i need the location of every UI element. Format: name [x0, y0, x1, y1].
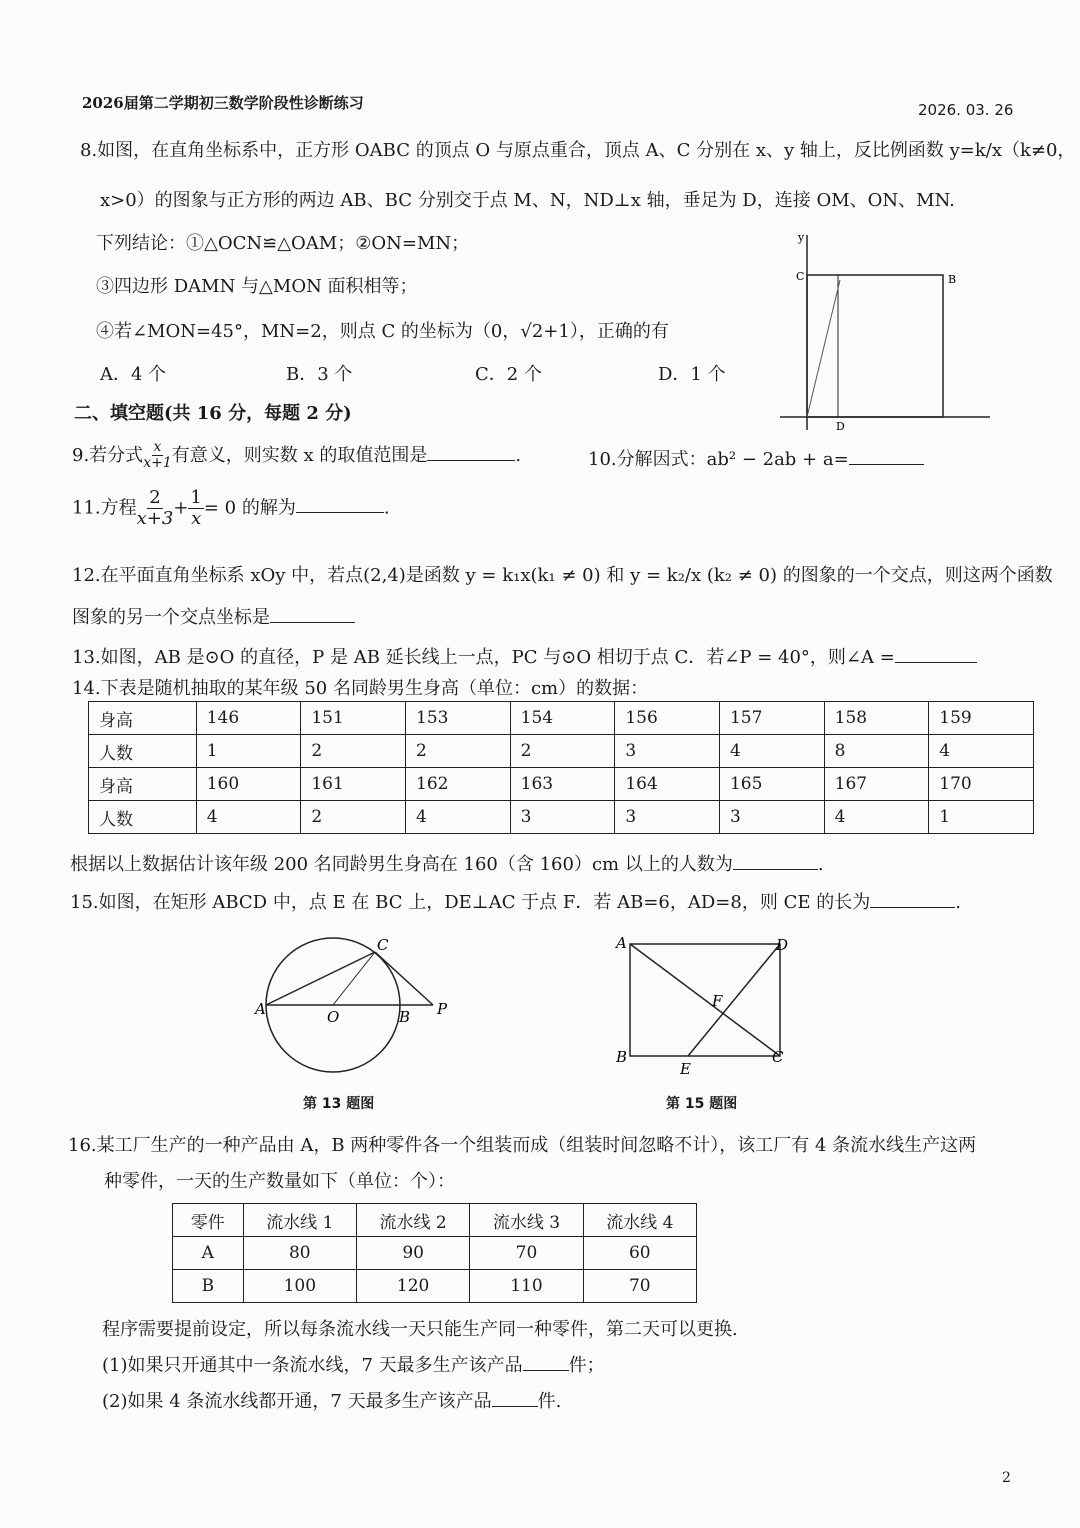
- q16-line1: 16.某工厂生产的一种产品由 A，B 两种零件各一个组装而成（组装时间忽略不计），该工厂有 4 条流水线生产这两: [68, 1135, 977, 1156]
- height-table-cell: 3: [615, 801, 720, 834]
- q8-line2: x>0）的图象与正方形的两边 AB、BC 分别交于点 M、N，ND⊥x 轴，垂足为 D，连接 OM、ON、MN.: [100, 190, 955, 211]
- production-table-header-cell: 流水线 2: [356, 1204, 469, 1237]
- height-table-cell: 4: [196, 801, 301, 834]
- q11-d1: x+3: [136, 507, 174, 529]
- height-table-cell: 146: [196, 702, 301, 735]
- fig15-label-f: F: [712, 992, 723, 1010]
- q16-note: 程序需要提前设定，所以每条流水线一天只能生产同一种零件，第二天可以更换.: [102, 1319, 738, 1340]
- q11-plus: +: [173, 497, 189, 519]
- table-row: [89, 768, 1034, 801]
- height-table-cell: 1: [196, 735, 301, 768]
- q16-part2-end: 件.: [537, 1391, 562, 1412]
- q11-pre: 11.方程: [72, 497, 137, 519]
- height-table-cell: 170: [929, 768, 1034, 801]
- q8-line5: ④若∠MON=45°，MN=2，则点 C 的坐标为（0，√2+1），正确的有: [96, 321, 669, 342]
- figure-13: [245, 930, 455, 1075]
- q11-answer-blank[interactable]: [296, 498, 384, 513]
- height-table-cell: 3: [719, 801, 824, 834]
- q11-end: .: [383, 497, 390, 519]
- height-table-cell: 165: [719, 768, 824, 801]
- height-table-cell: 154: [510, 702, 615, 735]
- q11-n2: 1: [190, 487, 202, 508]
- production-table-cell: 70: [583, 1270, 696, 1303]
- height-table-cell: 161: [301, 768, 406, 801]
- q16-part2: [102, 1387, 561, 1413]
- fig15-label-b: B: [616, 1048, 628, 1066]
- section-2-heading: 二、填空题(共 16 分，每题 2 分): [74, 403, 352, 424]
- q9-answer-blank[interactable]: [427, 446, 515, 461]
- table-row: [89, 735, 1034, 768]
- height-table-cell: 8: [824, 735, 929, 768]
- q13-text: 13.如图，AB 是⊙O 的直径，P 是 AB 延长线上一点，PC 与⊙O 相切于点 C．若∠P = 40°，则∠A =: [72, 647, 895, 668]
- production-table-header-cell: 零件: [173, 1204, 244, 1237]
- figure-13-caption: 第 13 题图: [303, 1096, 375, 1112]
- fig13-label-b: B: [399, 1008, 411, 1026]
- production-table-cell: 100: [243, 1270, 356, 1303]
- height-table-cell: 人数: [89, 801, 197, 834]
- q16-part1: [102, 1351, 605, 1377]
- q11-post: = 0 的解为: [203, 497, 296, 519]
- height-table-cell: 157: [719, 702, 824, 735]
- q13-answer-blank[interactable]: [895, 648, 977, 663]
- q16-part2-text: (2)如果 4 条流水线都开通，7 天最多生产该产品: [102, 1391, 492, 1412]
- height-table-cell: 158: [824, 702, 929, 735]
- height-table-cell: 3: [510, 801, 615, 834]
- q11: [72, 488, 390, 529]
- page-number: 2: [1002, 1470, 1011, 1486]
- figure-15: [610, 930, 800, 1080]
- height-table-cell: 2: [301, 801, 406, 834]
- q13: [72, 643, 977, 669]
- q11-n1: 2: [149, 487, 161, 508]
- production-table-cell: 70: [470, 1237, 583, 1270]
- q12-line2-text: 图象的另一个交点坐标是: [72, 607, 270, 628]
- q8-line3: 下列结论：①△OCN≌△OAM；②ON=MN；: [96, 233, 470, 254]
- height-table-cell: 4: [824, 801, 929, 834]
- q12-answer-blank[interactable]: [270, 608, 355, 623]
- height-table-cell: 身高: [89, 702, 197, 735]
- q14-after-text: 根据以上数据估计该年级 200 名同龄男生身高在 160（含 160）cm 以上的人数为: [70, 854, 733, 875]
- exam-title: 2026届第二学期初三数学阶段性诊断练习: [82, 94, 364, 112]
- figure-15-caption: 第 15 题图: [666, 1096, 738, 1112]
- q8-line4: ③四边形 DAMN 与△MON 面积相等；: [96, 276, 418, 297]
- height-table-cell: 身高: [89, 768, 197, 801]
- height-table-cell: 164: [615, 768, 720, 801]
- production-table: [172, 1203, 697, 1303]
- q16-line2: 种零件，一天的生产数量如下（单位：个）：: [104, 1171, 455, 1192]
- q9-pre: 9.若分式: [72, 444, 144, 466]
- height-table-cell: 162: [406, 768, 511, 801]
- fig8-label-c: C: [796, 270, 805, 283]
- q16-part1-blank[interactable]: [523, 1356, 569, 1371]
- q15: 15.如图，在矩形 ABCD 中，点 E 在 BC 上，DE⊥AC 于点 F．若 AB=6，AD=8，则 CE 的长为 .: [70, 892, 961, 913]
- fig8-label-d: D: [836, 420, 845, 433]
- q15-text: 15.如图，在矩形 ABCD 中，点 E 在 BC 上，DE⊥AC 于点 F．若 AB=6，AD=8，则 CE 的长为: [70, 892, 871, 913]
- q16-part2-blank[interactable]: [492, 1392, 538, 1407]
- production-table-cell: A: [173, 1237, 244, 1270]
- height-table-cell: 151: [301, 702, 406, 735]
- height-table-cell: 156: [615, 702, 720, 735]
- production-table-header-cell: 流水线 4: [583, 1204, 696, 1237]
- q8-option-d: D．1 个: [658, 364, 726, 385]
- table-row: [173, 1204, 697, 1237]
- q16-part1-text: (1)如果只开通其中一条流水线，7 天最多生产该产品: [102, 1355, 523, 1376]
- q14-text: 14.下表是随机抽取的某年级 50 名同龄男生身高（单位：cm）的数据：: [72, 678, 649, 699]
- height-table-cell: 153: [406, 702, 511, 735]
- production-table-cell: 80: [243, 1237, 356, 1270]
- q9-num: x: [153, 439, 162, 455]
- production-table-cell: B: [173, 1270, 244, 1303]
- fig13-label-a: A: [255, 1000, 266, 1018]
- production-table-cell: 90: [356, 1237, 469, 1270]
- height-table-cell: 2: [301, 735, 406, 768]
- q12-line2: [72, 603, 355, 629]
- table-row: [89, 702, 1034, 735]
- production-table-cell: 60: [583, 1237, 696, 1270]
- height-table-cell: 163: [510, 768, 615, 801]
- fig8-label-y: y: [798, 231, 805, 244]
- q9-den: x+1: [143, 455, 172, 472]
- height-table-cell: 3: [615, 735, 720, 768]
- height-table-cell: 4: [929, 735, 1034, 768]
- height-table: [88, 701, 1034, 834]
- q10-text: 10.分解因式：ab² − 2ab + a=: [588, 449, 849, 470]
- production-table-header-cell: 流水线 1: [243, 1204, 356, 1237]
- fig13-label-c: C: [377, 936, 389, 954]
- height-table-cell: 人数: [89, 735, 197, 768]
- height-table-cell: 2: [510, 735, 615, 768]
- fig15-label-c: C: [772, 1048, 784, 1066]
- production-table-cell: 110: [470, 1270, 583, 1303]
- q9-end: .: [515, 444, 522, 466]
- q8-option-b: B．3 个: [286, 364, 353, 385]
- exam-date: 2026. 03. 26: [918, 101, 1014, 119]
- height-table-cell: 2: [406, 735, 511, 768]
- q9: [72, 440, 521, 472]
- q16-part1-end: 件；: [568, 1355, 605, 1376]
- fig15-label-d: D: [776, 936, 789, 954]
- q9-post: 有意义，则实数 x 的取值范围是: [171, 444, 428, 466]
- q15-answer-blank[interactable]: [870, 893, 955, 908]
- production-table-cell: 120: [356, 1270, 469, 1303]
- q12-line1: 12.在平面直角坐标系 xOy 中，若点(2,4)是函数 y = k₁x(k₁ ≠ 0) 和 y = k₂/x (k₂ ≠ 0) 的图象的一个交点，则这两个函数: [72, 565, 1053, 586]
- table-row: [89, 801, 1034, 834]
- height-table-cell: 1: [929, 801, 1034, 834]
- q8-line1: 8.如图，在直角坐标系中，正方形 OABC 的顶点 O 与原点重合，顶点 A、C 分别在 x、y 轴上，反比例函数 y=k/x（k≠0，: [80, 140, 1076, 161]
- height-table-cell: 167: [824, 768, 929, 801]
- q11-d2: x: [191, 507, 202, 529]
- height-table-cell: 4: [719, 735, 824, 768]
- q8-option-a: A．4 个: [100, 364, 167, 385]
- fig15-label-e: E: [680, 1060, 691, 1078]
- production-table-header-cell: 流水线 3: [470, 1204, 583, 1237]
- height-table-cell: 4: [406, 801, 511, 834]
- q8-figure: [770, 225, 995, 435]
- q10: [588, 445, 924, 471]
- q14-after: 根据以上数据估计该年级 200 名同龄男生身高在 160（含 160）cm 以上的人数为 .: [70, 854, 824, 875]
- q8-option-c: C．2 个: [475, 364, 542, 385]
- q14-answer-blank[interactable]: [733, 855, 818, 870]
- table-row: [173, 1270, 697, 1303]
- fig8-label-b: B: [948, 273, 957, 286]
- height-table-cell: 160: [196, 768, 301, 801]
- table-row: [173, 1237, 697, 1270]
- height-table-cell: 159: [929, 702, 1034, 735]
- q10-answer-blank[interactable]: [849, 450, 924, 465]
- fig13-label-p: P: [437, 1000, 448, 1018]
- fig13-label-o: O: [327, 1008, 340, 1026]
- fig15-label-a: A: [616, 934, 627, 952]
